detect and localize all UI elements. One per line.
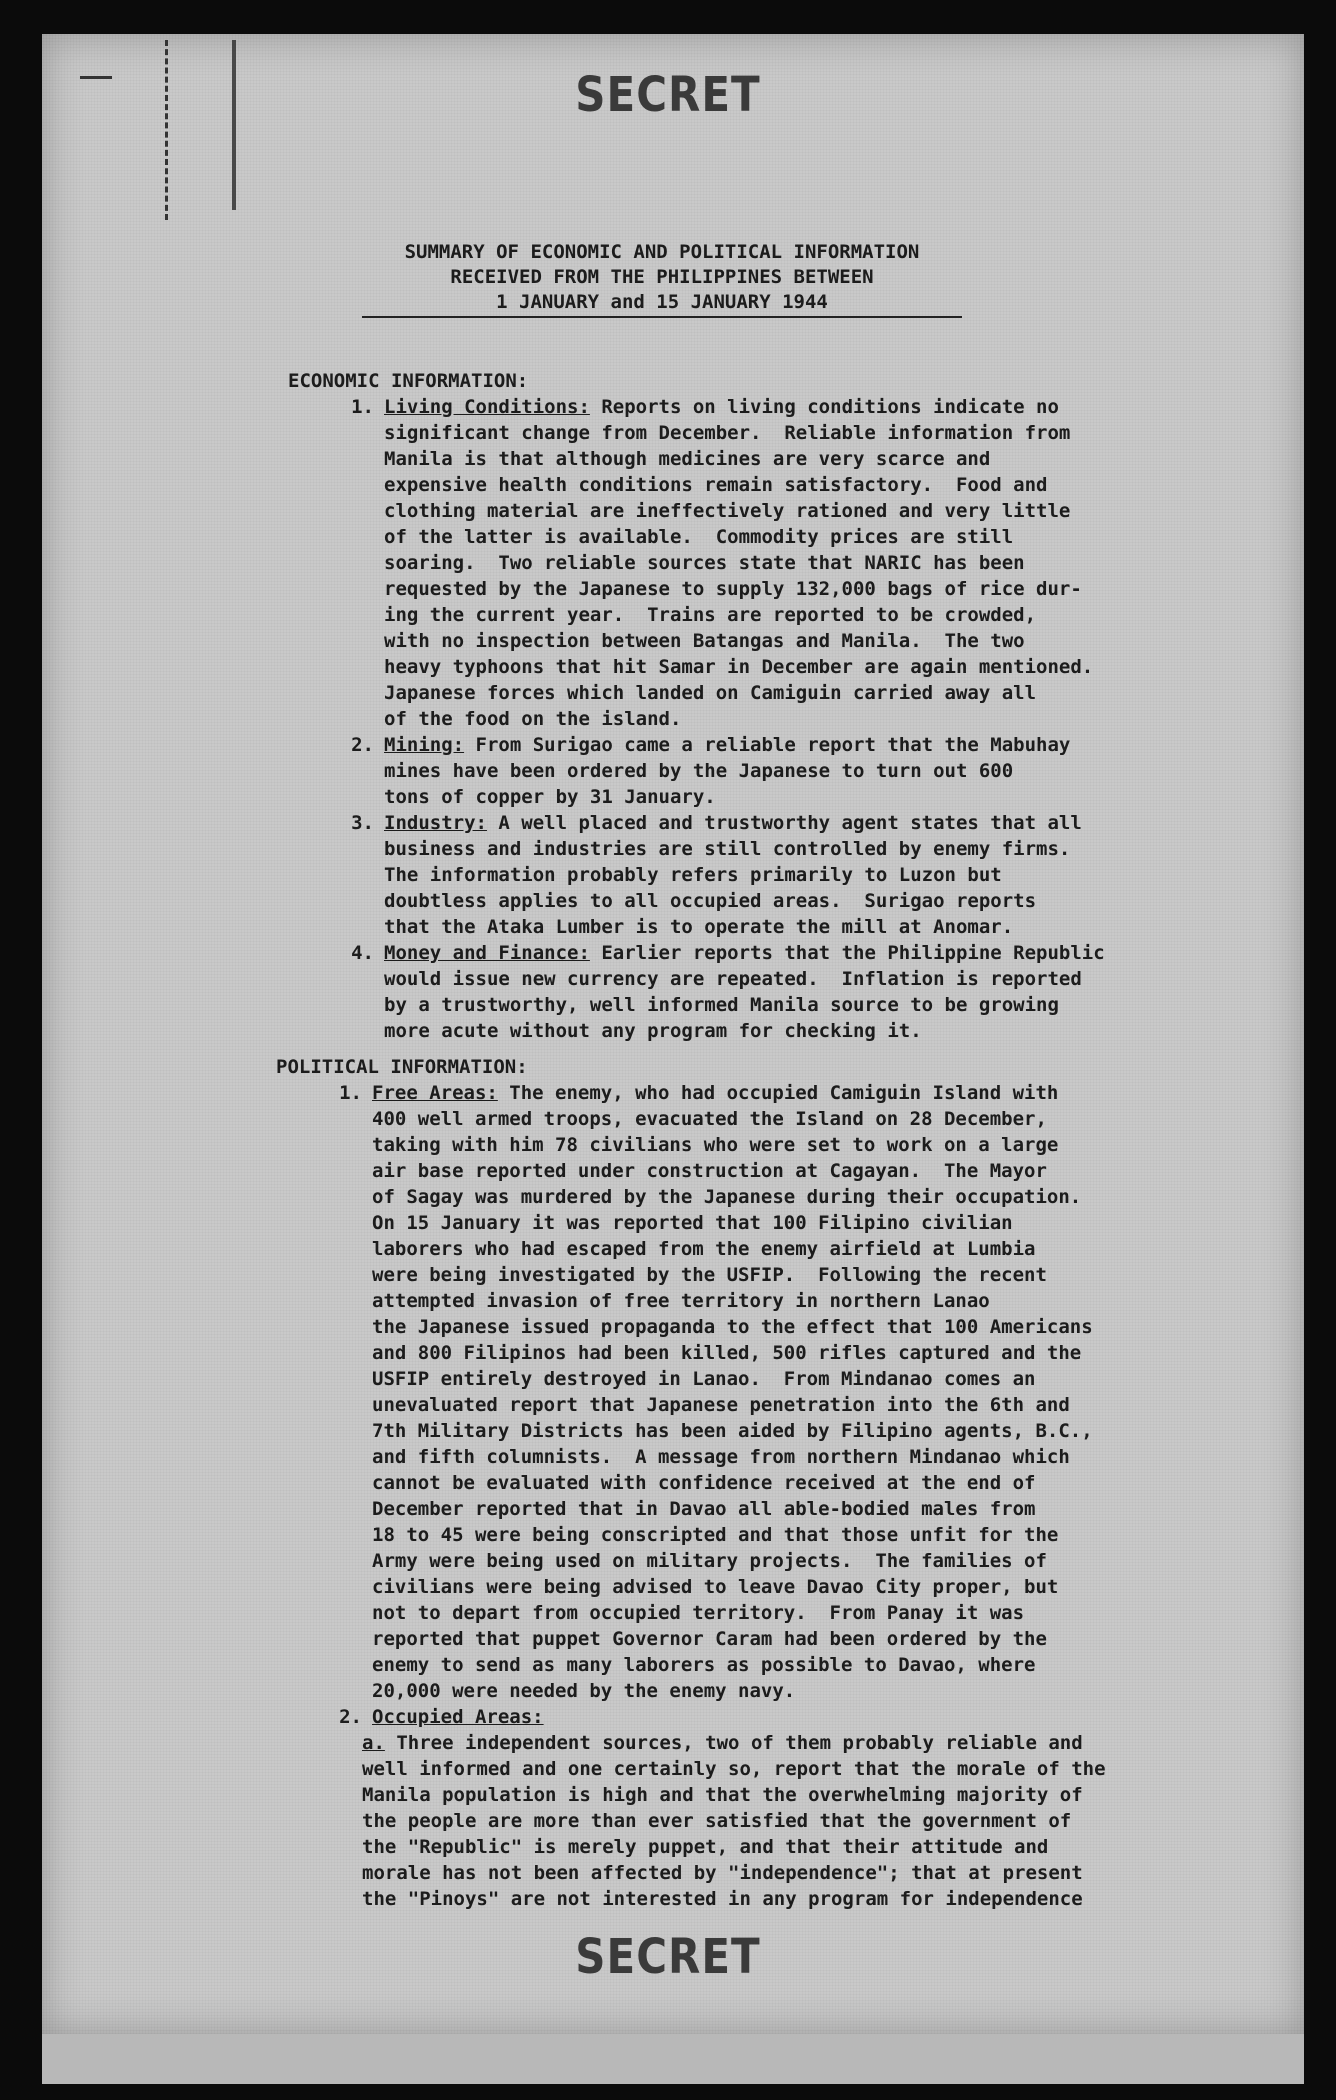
item-paragraph: mines have been ordered by the Japanese to turn out 600 tons of copper by 31 January.	[384, 760, 1014, 808]
item-label: Occupied Areas:	[372, 1706, 544, 1728]
item-paragraph: significant change from December. Reliable information from Manila is that although medicines are very scarce and expensive health conditions remain satisfactory. Food and clothing material are ineffectively rationed and very little of the latter is available. Commodity prices are still soaring. Two reliable sources state that NARIC has been requested by the Japanese to supply 132,000 bags of rice dur- ing the current year. Trains are reported to be crowded, with no inspection between Batangas and Manila. The two heavy typhoons that hit Samar in December are again mentioned. Japanese forces which landed on Camiguin carried away all of the food on the island.	[384, 422, 1094, 730]
item-first-line: From Surigao came a reliable report that the Mabuhay	[464, 734, 1071, 756]
item-label: Money and Finance:	[384, 942, 590, 964]
title-line: 1 JANUARY and 15 JANUARY 1944	[496, 291, 828, 313]
document-body	[270, 368, 1230, 1912]
item-paragraph: 400 well armed troops, evacuated the Island on 28 December, taking with him 78 civilians who were set to work on a large air base reported under construction at Cagayan. The Mayor of Sagay was murdered by the Japanese during their occupation. On 15 January it was reported that 100 Filipino civilian laborers who had escaped from the enemy airfield at Lumbia were being investigated by the USFIP. Following the recent attempted invasion of free territory in northern Lanao the Japanese issued propaganda to the effect that 100 Americans and 800 Filipinos had been killed, 500 rifles captured and the USFIP entirely destroyed in Lanao. From Mindanao comes an unevaluated report that Japanese penetration into the 6th and 7th Military Districts has been aided by Filipino agents, B.C., and fifth columnists. A message from northern Mindanao which cannot be evaluated with confidence received at the end of December reported that in Davao all able-bodied males from 18 to 45 were being conscripted and that those unfit for the Army were being used on military projects. The families of civilians were being advised to leave Davao City proper, but not to depart from occupied territory. From Panay it was reported that puppet Governor Caram had been ordered by the enemy to send as many laborers as possible to Davao, where 20,000 were needed by the enemy navy.	[372, 1108, 1093, 1702]
title-underline	[362, 316, 962, 318]
item-text	[372, 1080, 1230, 1704]
item-number: 1.	[339, 1082, 362, 1104]
title-line: RECEIVED FROM THE PHILIPPINES BETWEEN	[450, 266, 874, 288]
economic-item	[270, 732, 1230, 810]
page-bottom-strip	[42, 2034, 1304, 2084]
economic-item	[270, 394, 1230, 732]
item-number: 2.	[351, 734, 374, 756]
item-first-line: Earlier reports that the Philippine Republic	[589, 942, 1105, 964]
item-text	[372, 1704, 1230, 1730]
item-number: 1.	[351, 396, 374, 418]
item-label: Free Areas:	[372, 1082, 498, 1104]
section-heading-political: POLITICAL INFORMATION:	[276, 1056, 528, 1078]
item-text	[384, 394, 1230, 732]
subitem-first-line: Three independent sources, two of them probably reliable and	[384, 1732, 1083, 1754]
item-number: 2.	[339, 1706, 362, 1728]
item-number: 4.	[351, 942, 374, 964]
section-heading-economic: ECONOMIC INFORMATION:	[288, 370, 529, 392]
item-paragraph: business and industries are still controlled by enemy firms. The information probably refers primarily to Luzon but doubtless applies to all occupied areas. Surigao reports that the Ataka Lumber is to operate the mill at Anomar.	[384, 838, 1071, 938]
item-label: Mining:	[384, 734, 465, 756]
item-text	[384, 732, 1230, 810]
political-item	[270, 1704, 1230, 1730]
secret-stamp-bottom: SECRET	[575, 1928, 761, 1985]
economic-item	[270, 810, 1230, 940]
item-text	[384, 940, 1230, 1044]
item-paragraph: would issue new currency are repeated. Inflation is reported by a trustworthy, well informed Manila source to be growing more acute without any program for checking it.	[384, 968, 1082, 1042]
title-line: SUMMARY OF ECONOMIC AND POLITICAL INFORMATION	[404, 241, 920, 263]
item-first-line: A well placed and trustworthy agent states that all	[486, 812, 1082, 834]
item-label: Industry:	[384, 812, 487, 834]
document-title	[362, 240, 962, 315]
economic-item	[270, 940, 1230, 1044]
secret-stamp-top: SECRET	[575, 66, 761, 123]
item-first-line: Reports on living conditions indicate no	[589, 396, 1059, 418]
subitem-a	[362, 1730, 1230, 1912]
item-number: 3.	[351, 812, 374, 834]
item-label: Living Conditions:	[384, 396, 590, 418]
subitem-paragraph: well informed and one certainly so, report that the morale of the Manila population is high and that the overwhelming majority of the people are more than ever satisfied that the government of the "Republic" is merely puppet, and that their attitude and morale has not been affected by "independence"; that at present the "Pinoys" are not interested in any program for independence	[362, 1758, 1106, 1910]
item-first-line: The enemy, who had occupied Camiguin Island with	[497, 1082, 1059, 1104]
political-item	[270, 1080, 1230, 1704]
subitem-letter: a.	[362, 1732, 385, 1754]
item-text	[384, 810, 1230, 940]
